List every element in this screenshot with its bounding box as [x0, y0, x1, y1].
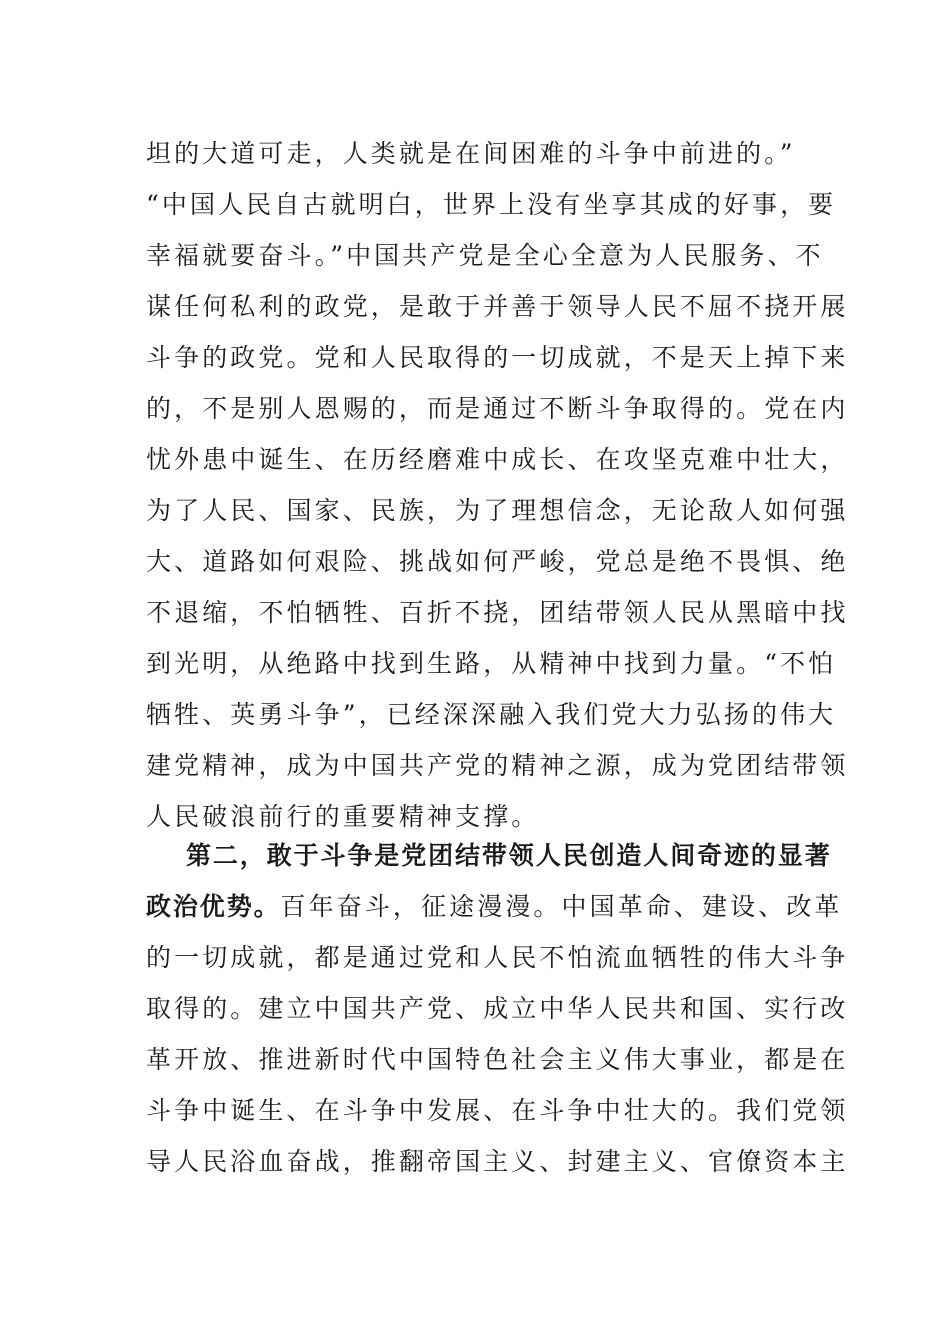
text-line: 建党精神，成为中国共产党的精神之源，成为党团结带领: [146, 751, 849, 780]
text-line: 谋任何私利的政党，是敢于并善于领导人民不屈不挠开展: [146, 292, 849, 321]
text-line: “中国人民自古就明白，世界上没有坐享其成的好事，要: [146, 190, 837, 219]
text-line: 到光明，从绝路中找到生路，从精神中找到力量。“不怕: [146, 649, 837, 678]
text-line: 斗争中诞生、在斗争中发展、在斗争中壮大的。我们党领: [146, 1096, 849, 1125]
text-line: 忧外患中诞生、在历经磨难中成长、在攻坚克难中壮大，: [146, 445, 849, 474]
text-line: 为了人民、国家、民族，为了理想信念，无论敌人如何强: [146, 496, 849, 525]
text-line: 的一切成就，都是通过党和人民不怕流血牺牲的伟大斗争: [146, 943, 849, 972]
text-line: 革开放、推进新时代中国特色社会主义伟大事业，都是在: [146, 1045, 849, 1074]
text-line: 人民破浪前行的重要精神支撑。: [146, 802, 540, 831]
text-line: 导人民浴血奋战，推翻帝国主义、封建主义、官僚资本主: [146, 1147, 849, 1176]
text-line: 大、道路如何艰险、挑战如何严峻，党总是绝不畏惧、绝: [146, 547, 849, 576]
text-line: 斗争的政党。党和人民取得的一切成就，不是天上掉下来: [146, 343, 849, 372]
text-span: 百年奋斗，征途漫漫。中国革命、建设、改革: [280, 892, 843, 921]
section-heading-tail: 政治优势。: [146, 892, 281, 921]
section-heading-line: 第二，敢于斗争是党团结带领人民创造人间奇迹的显著: [186, 841, 832, 870]
text-line: [146, 881, 843, 932]
text-line: 不退缩，不怕牺牲、百折不挠，团结带领人民从黑暗中找: [146, 598, 849, 627]
text-line: 幸福就要奋斗。”中国共产党是全心全意为人民服务、不: [146, 241, 824, 270]
text-line: 的，不是别人恩赐的，而是通过不断斗争取得的。党在内: [146, 394, 849, 423]
text-line: 牺牲、英勇斗争”，已经深深融入我们党大力弘扬的伟大: [146, 700, 837, 729]
text-line: 坦的大道可走，人类就是在间困难的斗争中前进的。”: [146, 139, 796, 168]
text-line: 取得的。建立中国共产党、成立中华人民共和国、实行改: [146, 994, 849, 1023]
paragraph-1: [146, 128, 849, 842]
paragraph-2: [146, 830, 849, 1187]
